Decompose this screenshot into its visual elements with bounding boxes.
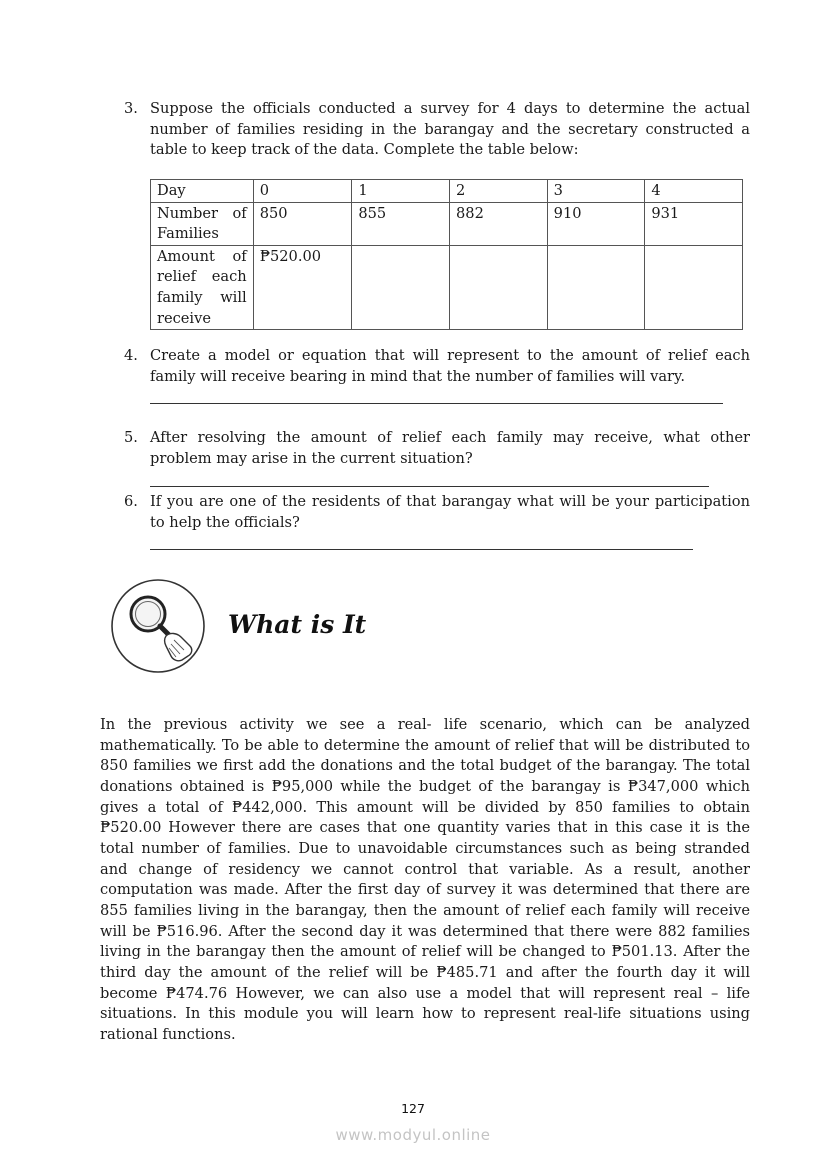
table-cell: 910 — [547, 202, 645, 245]
section-title: What is It — [228, 610, 367, 639]
row-header: Amount of relief each family will receive — [151, 245, 254, 329]
table-cell: 3 — [547, 180, 645, 203]
table-row-relief — [151, 245, 743, 329]
row-header: Number of Families — [151, 202, 254, 245]
magnifying-glass-hand-icon — [110, 578, 206, 674]
question-4 — [124, 346, 750, 387]
question-6 — [124, 492, 750, 533]
question-text: Create a model or equation that will represent to the amount of relief each family will receive bearing in mind that the number of families will vary. — [150, 347, 750, 385]
table-cell: ₱520.00 — [253, 245, 352, 329]
answer-line[interactable] — [150, 403, 723, 404]
page-number: 127 — [401, 1101, 425, 1116]
table-cell-blank[interactable] — [645, 245, 743, 329]
table-cell: 855 — [352, 202, 450, 245]
question-number: 3. — [124, 100, 138, 117]
table-cell: 850 — [253, 202, 352, 245]
survey-table — [150, 179, 743, 330]
row-header: Day — [151, 180, 254, 203]
question-text: If you are one of the residents of that barangay what will be your participation to help the officials? — [150, 493, 750, 531]
question-number: 6. — [124, 493, 138, 510]
question-number: 4. — [124, 347, 138, 364]
table-cell: 1 — [352, 180, 450, 203]
table-cell-blank[interactable] — [547, 245, 645, 329]
watermark: www.modyul.online — [335, 1126, 491, 1144]
table-row-day — [151, 180, 743, 203]
table-row-families — [151, 202, 743, 245]
question-3 — [124, 99, 750, 161]
question-text: After resolving the amount of relief each family may receive, what other problem may arise in the current situation? — [150, 429, 750, 467]
table-cell: 882 — [450, 202, 548, 245]
question-text: Suppose the officials conducted a survey for 4 days to determine the actual number of families residing in the barangay and the secretary constructed a table to keep track of the data. Complete the table below: — [150, 100, 750, 159]
table-cell: 931 — [645, 202, 743, 245]
table-cell-blank[interactable] — [450, 245, 548, 329]
question-number: 5. — [124, 429, 138, 446]
table-cell: 4 — [645, 180, 743, 203]
answer-line[interactable] — [150, 549, 693, 550]
question-5 — [124, 428, 750, 469]
table-cell: 0 — [253, 180, 352, 203]
table-cell: 2 — [450, 180, 548, 203]
table-cell-blank[interactable] — [352, 245, 450, 329]
body-paragraph: In the previous activity we see a real- life scenario, which can be analyzed mathematically. To be able to determine the amount of relief that will be distributed to 850 families we first add the donations and the total budget of the barangay. The total donations obtained is ₱95,000 while the budget of the barangay is ₱347,000 which gives a total of ₱442,000. This amount will be divided by 850 families to obtain ₱520.00 However there are cases that one quantity varies that in this case it is the total number of families. Due to unavoidable circumstances such as being stranded and change of residency we cannot control that variable. As a result, another computation was made. After the first day of survey it was determined that there are 855 families living in the barangay, then the amount of relief each family will receive will be ₱516.96. After the second day it was determined that there were 882 families living in the barangay then the amount of relief will be changed to ₱501.13. After the third day the amount of the relief will be ₱485.71 and after the fourth day it will become ₱474.76 However, we can also use a model that will represent real – life situations. In this module you will learn how to represent real-life situations using rational functions. — [100, 716, 750, 1043]
answer-line[interactable] — [150, 486, 709, 487]
